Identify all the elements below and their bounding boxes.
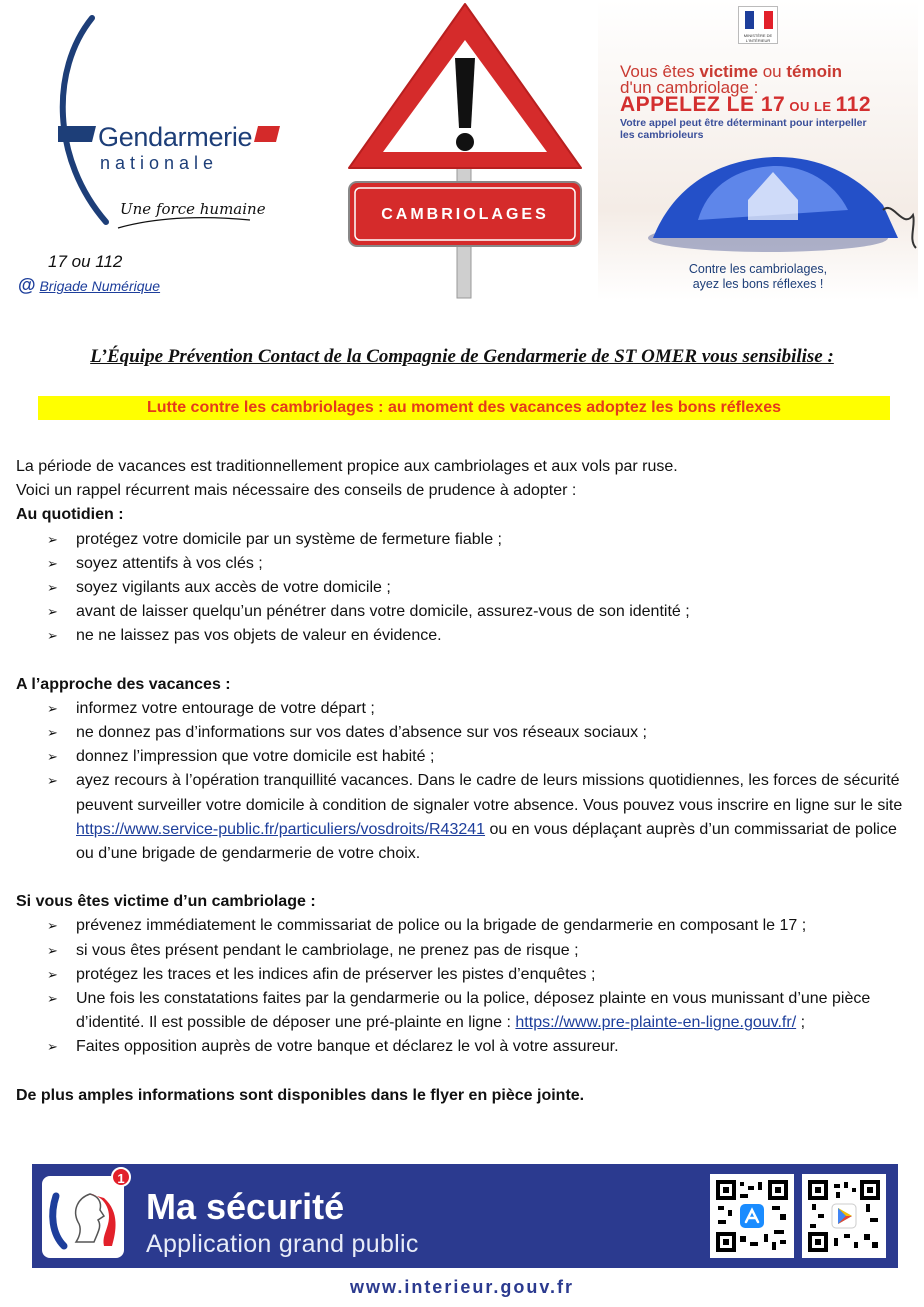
list-item: ➢ ayez recours à l’opération tranquillité vacances. Dans le cadre de leurs missions quotidiennes, les forces de sécurité peuvent surveiller votre domicile à condition de signaler votre absence. Vous pouvez vous inscrire en ligne sur le site https://www.service-public.fr/particuliers/vosdroits/R43241 ou en vous déplaçant auprès d’un commissariat de police ou d’une brigade de gendarmerie de votre choix. — [16, 769, 916, 866]
emergency-numbers: 17 ou 112 — [48, 252, 123, 271]
app-store-qr[interactable] — [710, 1174, 794, 1258]
logo-subname: nationale — [100, 153, 219, 173]
gendarmerie-logo — [40, 10, 330, 240]
list-item: ➢ Faites opposition auprès de votre banque et déclarez le vol à votre assureur. — [16, 1035, 916, 1059]
notification-badge: 1 — [111, 1167, 131, 1187]
arrow-bullet-icon: ➢ — [47, 918, 58, 934]
french-flag-icon — [745, 11, 773, 29]
section-title-daily: Au quotidien : — [16, 506, 124, 524]
qr-code-icon — [716, 1180, 788, 1252]
app-logo[interactable] — [42, 1176, 124, 1258]
siren-phone-icon — [598, 0, 918, 300]
arrow-bullet-icon: ➢ — [47, 604, 58, 620]
logo-name: Gendarmerie — [98, 122, 253, 152]
arrow-bullet-icon: ➢ — [47, 531, 58, 547]
list-item: ➢ protégez votre domicile par un système de fermeture fiable ; — [16, 528, 916, 552]
service-public-link[interactable]: https://www.service-public.fr/particuliers/vosdroits/R43241 — [76, 820, 486, 838]
daily-list — [16, 528, 916, 649]
section-title-victim: Si vous êtes victime d’un cambriolage : — [16, 893, 316, 911]
list-item: ➢ si vous êtes présent pendant le cambriolage, ne prenez pas de risque ; — [16, 939, 916, 963]
arrow-bullet-icon: ➢ — [47, 773, 58, 789]
logo-tagline: Une force humaine — [120, 200, 266, 218]
list-item: ➢ soyez vigilants aux accès de votre domicile ; — [16, 576, 916, 600]
list-item: ➢ informez votre entourage de votre départ ; — [16, 697, 916, 721]
arrow-bullet-icon: ➢ — [47, 700, 58, 716]
app-banner — [32, 1164, 898, 1268]
arrow-bullet-icon: ➢ — [47, 1039, 58, 1055]
arrow-bullet-icon: ➢ — [47, 991, 58, 1007]
section-title-holidays: A l’approche des vacances : — [16, 675, 231, 693]
list-item: ➢ prévenez immédiatement le commissariat de police ou la brigade de gendarmerie en composant le 17 ; — [16, 914, 916, 938]
arrow-bullet-icon: ➢ — [47, 725, 58, 741]
promo-bottom-text: Contre les cambriolages, ayez les bons réflexes ! — [688, 262, 828, 291]
at-icon: @ — [18, 275, 36, 295]
list-item: ➢ protégez les traces et les indices afin de préserver les pistes d’enquêtes ; — [16, 963, 916, 987]
warning-triangle-icon — [345, 0, 585, 300]
intro-line-2: Voici un rappel récurrent mais nécessaire des conseils de prudence à adopter : — [16, 482, 577, 500]
app-subtitle: Application grand public — [146, 1230, 419, 1258]
page-title: L’Équipe Prévention Contact de la Compagnie de Gendarmerie de ST OMER vous sensibilise : — [90, 346, 834, 367]
arrow-bullet-icon: ➢ — [47, 966, 58, 982]
article-body — [16, 455, 916, 1108]
ministry-name: MINISTÈRE DE L'INTÉRIEUR — [743, 33, 773, 43]
list-item: ➢ avant de laisser quelqu’un pénétrer dans votre domicile, assurez-vous de son identité ; — [16, 600, 916, 624]
brigade-numerique-link[interactable]: Brigade Numérique — [39, 278, 161, 294]
victim-list — [16, 914, 916, 1059]
pre-plainte-link[interactable]: https://www.pre-plainte-en-ligne.gouv.fr/ — [515, 1014, 797, 1032]
highlight-banner: Lutte contre les cambriolages : au moment des vacances adoptez les bons réflexes — [38, 396, 890, 420]
qr-code-icon — [808, 1180, 880, 1252]
promo-line-4: Votre appel peut être déterminant pour interpeller les cambrioleurs — [620, 117, 867, 141]
arrow-bullet-icon: ➢ — [47, 580, 58, 596]
intro-line-1: La période de vacances est traditionnellement propice aux cambriolages et aux vols par ruse. — [16, 458, 678, 475]
list-item: ➢ donnez l’impression que votre domicile est habité ; — [16, 745, 916, 769]
arrow-bullet-icon: ➢ — [47, 942, 58, 958]
promo-line-1: Vous êtes victime ou témoin — [620, 62, 843, 81]
google-play-qr[interactable] — [802, 1174, 886, 1258]
arrow-bullet-icon: ➢ — [47, 555, 58, 571]
list-item: ➢ ne donnez pas d’informations sur vos dates d’absence sur vos réseaux sociaux ; — [16, 721, 916, 745]
brigade-line — [18, 275, 160, 296]
warning-sign — [345, 0, 585, 300]
list-item: ➢ Une fois les constatations faites par la gendarmerie ou la police, déposez plainte en vous munissant d’une pièce d’identité. Il est possible de déposer une pré-plainte en ligne : https://www.pre-plainte-en-ligne.gouv.fr/ ; — [16, 987, 916, 1035]
promo-line-2: d'un cambriolage : — [620, 78, 759, 97]
warning-label: CAMBRIOLAGES — [381, 206, 549, 223]
promo-call-line: APPELEZ LE 17 OU LE 112 — [620, 93, 872, 116]
app-title: Ma sécurité — [146, 1186, 345, 1227]
arrow-bullet-icon: ➢ — [47, 628, 58, 644]
closing-note: De plus amples informations sont disponibles dans le flyer en pièce jointe. — [16, 1086, 585, 1104]
holidays-list — [16, 697, 916, 866]
ministry-logo — [738, 6, 778, 44]
marianne-icon — [42, 1176, 124, 1258]
footer-url[interactable]: www.interieur.gouv.fr — [349, 1277, 575, 1297]
list-item: ➢ ne ne laissez pas vos objets de valeur en évidence. — [16, 624, 916, 648]
promo-card — [598, 0, 918, 300]
list-item: ➢ soyez attentifs à vos clés ; — [16, 552, 916, 576]
arrow-bullet-icon: ➢ — [47, 749, 58, 765]
